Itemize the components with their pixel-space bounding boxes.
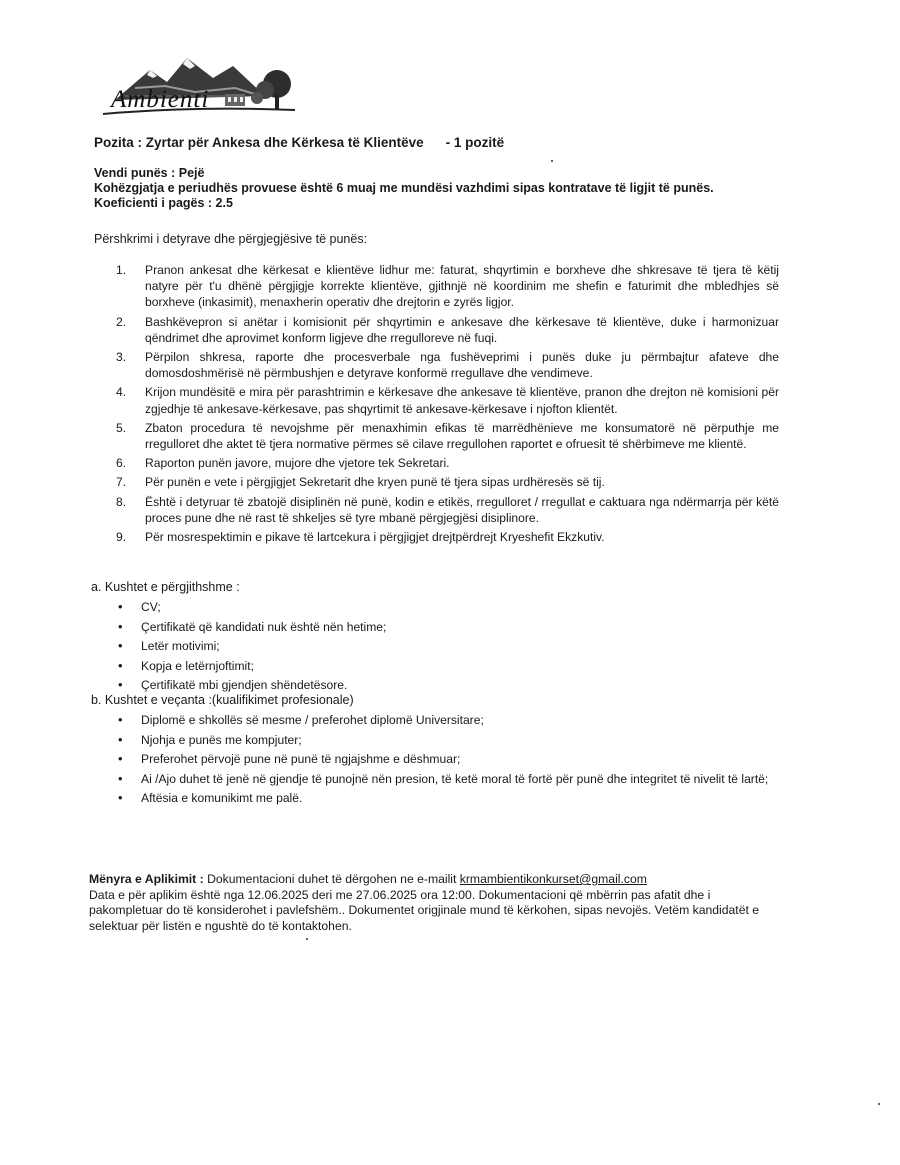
duty-item: 4. Krijon mundësitë e mira për parashtrimin e kërkesave dhe ankesave të klientëve, pranon dhe drejton në komisioni për zgjedhje të ankesave-kërkesave, pas shqyrtimit të ankesave-kërkesave i njofton klientët. [116,385,779,416]
application-info [89,872,779,934]
special-conditions-list [141,712,781,810]
list-item: • Njohja e punës me kompjuter; [141,732,781,748]
position-label: Pozita : Zyrtar për Ankesa dhe Kërkesa të Klientëve [94,135,424,150]
duty-item: 5. Zbaton procedura të nevojshme për menaxhimin efikas të marrëdhënieve me konsumatorë në përputhje me rregulloret dhe aktet të tjera normative përmes së cilave rregullohen raportet e ofruesit të shërbimeve me klientë. [116,420,779,452]
position-count: - 1 pozitë [445,135,505,150]
application-label: Mënyra e Aplikimit : [89,872,204,886]
work-location: Vendi punës : Pejë [94,166,205,180]
list-item: • Çertifikatë që kandidati nuk është nën hetime; [141,619,781,635]
duties-intro: Përshkrimi i detyrave dhe përgjegjësive të punës: [94,232,368,246]
list-item: • Preferohet përvojë pune në punë të ngjajshme e dëshmuar; [141,751,781,767]
list-item: • Letër motivimi; [141,638,781,654]
logo-text: Ambienti [111,86,210,113]
special-conditions-heading: b. Kushtet e veçanta :(kualifikimet profesionale) [91,693,354,707]
duty-item: 7. Për punën e vete i përgjigjet Sekretarit dhe kryen punë të tjera sipas urdhëresës së tij. [116,475,605,490]
general-conditions-heading: a. Kushtet e përgjithshme : [91,580,240,594]
probation-period: Kohëzgjatja e periudhës provuese është 6 muaj me mundësi vazhdimi sipas kontratave të ligjit të punës. [94,181,714,195]
general-conditions-list [141,599,781,697]
application-details: Data e për aplikim është nga 12.06.2025 deri me 27.06.2025 ora 12:00. Dokumentacioni që mbërrin pas afatit dhe i pakompletuar do të konsiderohet i pavlefshëm.. Dokumentet origjinale mund të kërkohen, sipas nevojës. Vetëm kandidatët e selektuar për listën e ngushtë do të kontaktohen. [89,887,760,933]
duty-item: 2. Bashkëvepron si anëtar i komisionit për shqyrtimin e ankesave dhe kërkesave të klientëve, duke i harmonizuar qëndrimet dhe aprovimet konform ligjeve dhe rregulloreve në fuqi. [116,314,779,345]
list-item: • Diplomë e shkollës së mesme / preferohet diplomë Universitare; [141,712,781,728]
duty-item: 6. Raporton punën javore, mujore dhe vjetore tek Sekretari. [116,456,450,471]
list-item: • Ai /Ajo duhet të jenë në gjendje të punojnë nën presion, të ketë moral të fortë për punë dhe integritet të nivelit të lartë; [141,771,781,787]
scan-speck [306,938,308,940]
duty-item: 1. Pranon ankesat dhe kërkesat e klientëve lidhur me: faturat, shqyrtimin e borxheve dhe shkresave të tjera të këtij natyre për t'u dhënë përgjigje korrekte klientëve, gjithnjë në koordinim me shefin e faturimit dhe mbledhjes së borxheve (inkasimit), menaxherin operativ dhe drejtorin e zyrës ligjor. [116,263,779,310]
list-item: • CV; [141,599,781,615]
list-item: • Çertifikatë mbi gjendjen shëndetësore. [141,677,781,693]
company-logo [95,48,300,120]
duty-item: 9. Për mosrespektimin e pikave të lartcekura i përgjigjet drejtpërdrejt Kryeshefit Ekzkutiv. [116,530,605,545]
application-text-intro: Dokumentacioni duhet të dërgohen ne e-mailit [203,872,460,886]
salary-coefficient: Koeficienti i pagës : 2.5 [94,196,233,210]
list-item: • Aftësia e komunikimt me palë. [141,790,781,806]
job-meta [94,166,714,211]
scan-speck [551,160,553,162]
page-title [94,135,504,150]
application-email-link[interactable]: krmambientikonkurset@gmail.com [459,872,647,886]
duties-list [116,262,779,548]
duty-item: 8. Është i detyruar të zbatojë disiplinën në punë, kodin e etikës, rregulloret / rregullat e caktuara nga ndërmarrja për këtë proces pune dhe në rast të shkeljes së tyre mbanë përgjegjësi disiplinore. [116,494,779,525]
scan-speck [878,1103,880,1105]
list-item: • Kopja e letërnjoftimit; [141,658,781,674]
duty-item: 3. Përpilon shkresa, raporte dhe procesverbale nga fushëveprimi i punës duke ju përmbajtur afateve dhe domosdoshmërisë në përmbushjen e detyrave konformë rregullave dhe vendimeve. [116,350,779,381]
